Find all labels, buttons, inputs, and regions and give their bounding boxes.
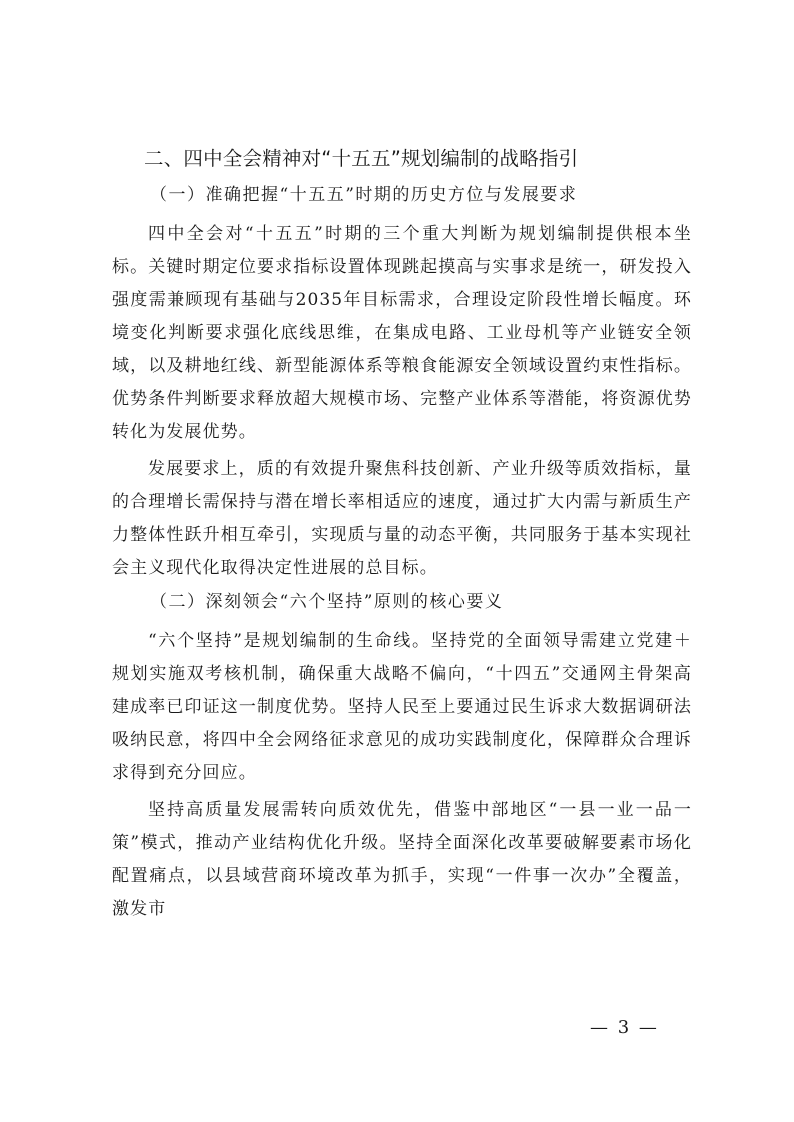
page-number: — 3 —	[590, 1017, 659, 1038]
section-title: 二、四中全会精神对“十五五”规划编制的战略指引	[144, 147, 579, 170]
document-body	[112, 146, 692, 930]
subsection-heading-1: （一）准确把握“十五五”时期的历史方位与发展要求	[150, 185, 578, 205]
paragraph: 发展要求上，质的有效提升聚焦科技创新、产业升级等质效指标，量的合理增长需保持与潜在增长率相适应的速度，通过扩大内需与新质生产力整体性跃升相互牵引，实现质与量的动态平衡，共同服务于基本实现社会主义现代化取得决定性进展的总目标。	[112, 459, 692, 578]
paragraph: 坚持高质量发展需转向质效优先，借鉴中部地区“一县一业一品一策”模式，推动产业结构优化升级。坚持全面深化改革要破解要素市场化配置痛点，以县域营商环境改革为抓手，实现“一件事一次办”全覆盖，激发市	[112, 800, 692, 919]
paragraph: “六个坚持”是规划编制的生命线。坚持党的全面领导需建立党建＋规划实施双考核机制，确保重大战略不偏向，“十四五”交通网主骨架高建成率已印证这一制度优势。坚持人民至上要通过民生诉求大数据调研法吸纳民意，将四中全会网络征求意见的成功实践制度化，保障群众合理诉求得到充分回应。	[112, 631, 692, 783]
paragraph: 四中全会对“十五五”时期的三个重大判断为规划编制提供根本坐标。关键时期定位要求指标设置体现跳起摸高与实事求是统一，研发投入强度需兼顾现有基础与2035年目标需求，合理设定阶段性增长幅度。环境变化判断要求强化底线思维，在集成电路、工业母机等产业链安全领域，以及耕地红线、新型能源体系等粮食能源安全领域设置约束性指标。优势条件判断要求释放超大规模市场、完整产业体系等潜能，将资源优势转化为发展优势。	[112, 224, 692, 442]
subsection-heading-2: （二）深刻领会“六个坚持”原则的核心要义	[150, 592, 504, 612]
